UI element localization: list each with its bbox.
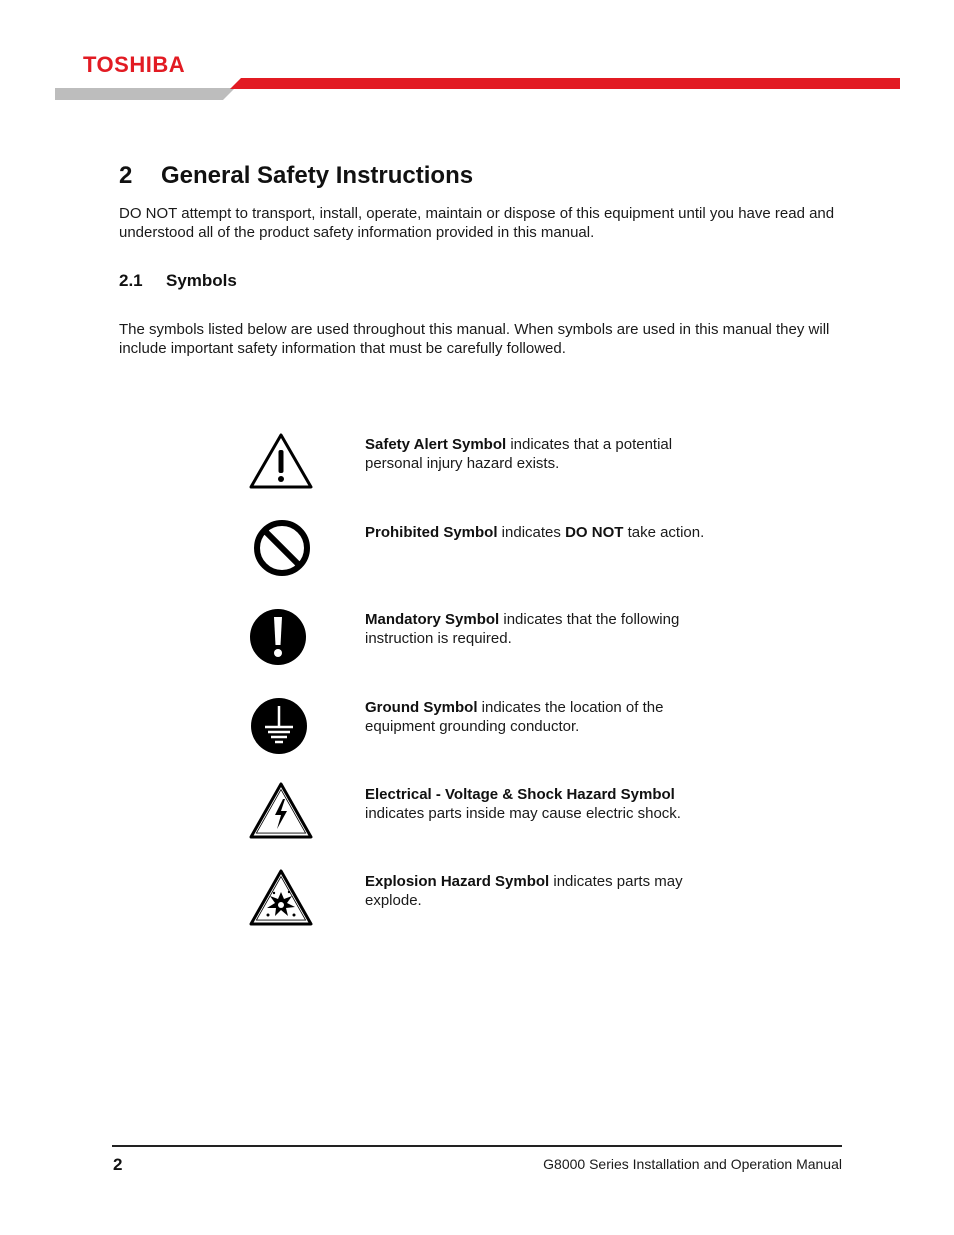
symbol-text xyxy=(365,523,725,542)
symbol-emphasis: DO NOT xyxy=(565,524,624,541)
header-bar-red xyxy=(230,78,900,89)
prohibited-icon xyxy=(248,518,314,578)
symbol-row-safety-alert xyxy=(240,432,740,502)
symbol-desc: indicates the location of the equipment grounding conductor. xyxy=(365,699,664,735)
section-title: General Safety Instructions xyxy=(161,162,474,189)
symbol-name: Safety Alert Symbol xyxy=(365,436,507,453)
symbol-row-prohibited xyxy=(240,518,740,588)
section-intro: DO NOT attempt to transport, install, operate, maintain or dispose of this equipment until you have read and understood all of the product safety information provided in this manual. xyxy=(119,205,835,241)
footer-manual-title: G8000 Series Installation and Operation Manual xyxy=(543,1156,842,1172)
symbol-name: Ground Symbol xyxy=(365,699,478,716)
symbol-text xyxy=(365,698,725,736)
symbol-desc: indicates xyxy=(497,524,566,541)
symbol-row-explosion-hazard xyxy=(240,868,740,938)
symbol-desc: indicates parts may explode. xyxy=(365,873,683,909)
header-bar xyxy=(55,78,900,100)
symbol-row-ground xyxy=(240,696,740,766)
electrical-hazard-icon xyxy=(248,781,314,841)
symbol-name: Mandatory Symbol xyxy=(365,611,500,628)
symbol-text xyxy=(365,785,725,823)
symbol-row-electrical-hazard xyxy=(240,781,740,851)
toshiba-logo: TOSHIBA xyxy=(83,52,186,77)
symbol-name: Explosion Hazard Symbol xyxy=(365,873,550,890)
symbol-row-mandatory xyxy=(240,607,740,677)
symbol-desc: indicates that the following instruction is required. xyxy=(365,611,680,647)
ground-icon xyxy=(248,696,314,756)
subsection-heading xyxy=(119,271,237,291)
footer-rule xyxy=(112,1145,842,1147)
symbol-text xyxy=(365,872,725,910)
symbol-text xyxy=(365,610,725,648)
symbol-desc: indicates parts inside may cause electric shock. xyxy=(365,805,681,822)
page-title xyxy=(119,162,473,190)
subsection-number: 2.1 xyxy=(119,271,143,290)
section-number: 2 xyxy=(119,162,133,189)
mandatory-icon xyxy=(248,607,314,667)
explosion-hazard-icon xyxy=(248,868,314,928)
symbol-desc: indicates that a potential personal injury hazard exists. xyxy=(365,436,673,472)
safety-alert-icon xyxy=(248,432,314,490)
symbol-name: Electrical - Voltage & Shock Hazard Symbol xyxy=(365,786,675,803)
subsection-title: Symbols xyxy=(166,271,237,290)
page-number: 2 xyxy=(113,1155,123,1174)
symbol-name: Prohibited Symbol xyxy=(365,524,498,541)
symbol-text xyxy=(365,435,725,473)
header-bar-gray xyxy=(55,88,235,100)
symbols-intro: The symbols listed below are used throughout this manual. When symbols are used in this manual they will include important safety information that must be carefully followed. xyxy=(119,321,830,357)
symbol-desc-end: take action. xyxy=(623,524,705,541)
